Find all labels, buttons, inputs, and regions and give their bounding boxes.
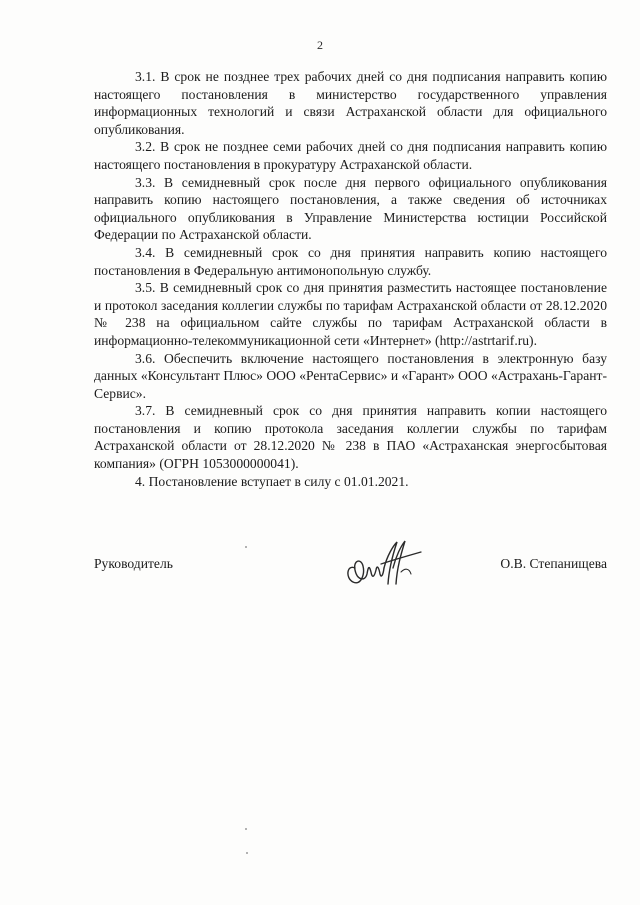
paragraph-3-1: 3.1. В срок не позднее трех рабочих дней со дня подписания направить копию настоящего постановления в министерство государственного управления информационных технологий и связи Астраханской области для официального опубликования. <box>94 69 607 137</box>
scan-speck <box>246 852 248 854</box>
signer-title: Руководитель <box>94 556 173 571</box>
paragraph-4: 4. Постановление вступает в силу с 01.01.2021. <box>135 473 409 489</box>
handwritten-signature <box>341 538 426 590</box>
paragraph-3-7: 3.7. В семидневный срок со дня принятия направить копии настоящего постановления и копию протокола заседания коллегии службы по тарифам Астраханской области от 28.12.2020 № 238 в ПАО «Астраханская энергосбытовая компания» (ОГРН 1053000000041). <box>94 403 607 472</box>
paragraph-3-2: 3.2. В срок не позднее семи рабочих дней со дня подписания направить копию настоящего постановления в прокуратуру Астраханской области. <box>94 139 607 172</box>
paragraph-3-6: 3.6. Обеспечить включение настоящего постановления в электронную базу данных «Консультант Плюс» ООО «РентаСервис» и «Гарант» ООО «Астрахань-Гарант-Сервис». <box>94 350 607 401</box>
page-number: 2 <box>317 38 323 52</box>
paragraph-3-3: 3.3. В семидневный срок после дня первого официального опубликования направить копию настоящего постановления, а также сведения об источниках официального опубликования в Управление Министерства юстиции Российской Федерации по Астраханской области. <box>94 174 607 243</box>
scan-speck <box>245 828 247 830</box>
paragraph-3-5: 3.5. В семидневный срок со дня принятия разместить настоящее постановление и протокол заседания коллегии службы по тарифам Астраханской области от 28.12.2020 № 238 на официальном сайте службы по тарифам Астраханской области в информационно-телекоммуникационной сети «Интернет» (http://astrtarif.ru). <box>94 280 607 348</box>
signer-name: О.В. Степанищева <box>500 556 607 571</box>
signature-block <box>94 540 607 590</box>
scan-speck <box>245 546 247 548</box>
paragraph-3-4: 3.4. В семидневный срок со дня принятия направить копию настоящего постановления в Федеральную антимонопольную службу. <box>94 244 607 278</box>
document-body <box>94 68 607 490</box>
